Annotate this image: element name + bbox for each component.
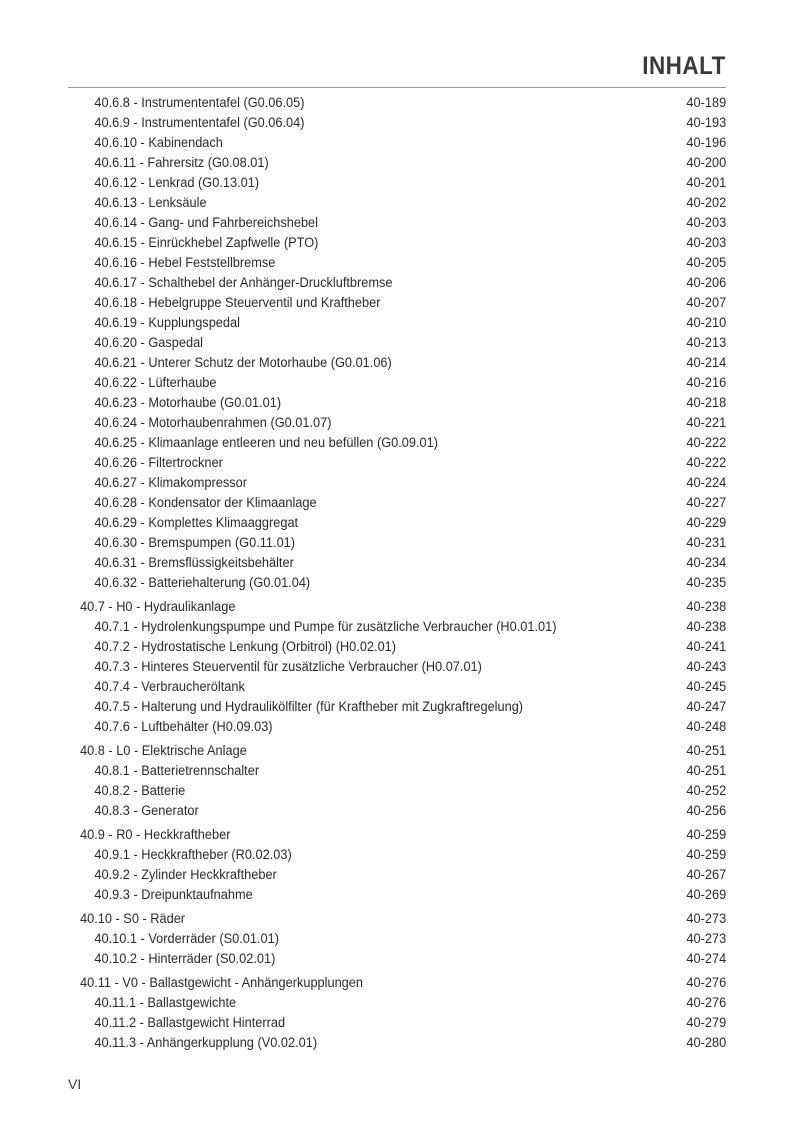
toc-entry-page: 40-276 [686, 995, 726, 1011]
toc-entry-title: 40.6.18 - Hebelgruppe Steuerventil und Kraftheber [94, 295, 381, 311]
toc-section-entry [80, 597, 726, 617]
toc-entry-title: 40.11.1 - Ballastgewichte [94, 995, 237, 1011]
toc-entry-page: 40-207 [686, 295, 726, 311]
page-number: VI [68, 1076, 82, 1092]
toc-entry-page: 40-224 [686, 475, 726, 491]
toc-entry-page: 40-231 [686, 535, 726, 551]
toc-entry-page: 40-203 [686, 215, 726, 231]
toc-entry-page: 40-196 [686, 135, 726, 151]
toc-entry-page: 40-280 [686, 1035, 726, 1051]
toc-subsection-entry [80, 929, 726, 949]
toc-entry-page: 40-216 [686, 375, 726, 391]
toc-entry-page: 40-256 [686, 803, 726, 819]
toc-entry-title: 40.8.1 - Batterietrennschalter [94, 763, 260, 779]
toc-subsection-entry [80, 993, 726, 1013]
toc-entry-page: 40-193 [686, 115, 726, 131]
toc-subsection-entry [80, 253, 726, 273]
toc-entry-title: 40.6.29 - Komplettes Klimaaggregat [94, 515, 299, 531]
toc-subsection-entry [80, 1013, 726, 1033]
toc-subsection-entry [80, 1033, 726, 1053]
toc-entry-title: 40.6.25 - Klimaanlage entleeren und neu befüllen (G0.09.01) [94, 435, 438, 451]
toc-subsection-entry [80, 533, 726, 553]
toc-subsection-entry [80, 473, 726, 493]
toc-entry-page: 40-259 [686, 827, 726, 843]
page-header [0, 0, 794, 90]
toc-entry-title: 40.6.20 - Gaspedal [94, 335, 204, 351]
toc-entry-title: 40.7.1 - Hydrolenkungspumpe und Pumpe für zusätzliche Verbraucher (H0.01.01) [94, 619, 557, 635]
toc-entry-title: 40.10.2 - Hinterräder (S0.02.01) [94, 951, 276, 967]
toc-subsection-entry [80, 173, 726, 193]
toc-section-entry [80, 825, 726, 845]
toc-entry-page: 40-213 [686, 335, 726, 351]
toc-entry-title: 40.6.26 - Filtertrockner [94, 455, 223, 471]
toc-entry-page: 40-210 [686, 315, 726, 331]
toc-entry-title: 40.6.9 - Instrumententafel (G0.06.04) [94, 115, 305, 131]
toc-subsection-entry [80, 153, 726, 173]
toc-entry-title: 40.6.16 - Hebel Feststellbremse [94, 255, 276, 271]
toc-entry-title: 40.7.4 - Verbraucheröltank [94, 679, 245, 695]
toc-entry-title: 40.6.24 - Motorhaubenrahmen (G0.01.07) [94, 415, 332, 431]
toc-entry-title: 40.6.15 - Einrückhebel Zapfwelle (PTO) [94, 235, 319, 251]
toc-entry-title: 40.11 - V0 - Ballastgewicht - Anhängerkupplungen [80, 975, 363, 991]
toc-entry-page: 40-274 [686, 951, 726, 967]
toc-entry-title: 40.10.1 - Vorderräder (S0.01.01) [94, 931, 279, 947]
toc-entry-title: 40.6.32 - Batteriehalterung (G0.01.04) [94, 575, 311, 591]
toc-subsection-entry [80, 133, 726, 153]
toc-subsection-entry [80, 781, 726, 801]
toc-entry-title: 40.7.6 - Luftbehälter (H0.09.03) [94, 719, 273, 735]
toc-subsection-entry [80, 333, 726, 353]
toc-entry-page: 40-269 [686, 887, 726, 903]
toc-entry-page: 40-227 [686, 495, 726, 511]
toc-subsection-entry [80, 373, 726, 393]
toc-entry-page: 40-201 [686, 175, 726, 191]
toc-entry-title: 40.6.22 - Lüfterhaube [94, 375, 217, 391]
toc-entry-title: 40.6.31 - Bremsflüssigkeitsbehälter [94, 555, 294, 571]
toc-entry-title: 40.6.28 - Kondensator der Klimaanlage [94, 495, 317, 511]
page-title: INHALT [642, 52, 726, 80]
toc-entry-title: 40.7.5 - Halterung und Hydraulikölfilter (für Kraftheber mit Zugkraftregelung) [94, 699, 524, 715]
toc-entry-page: 40-221 [686, 415, 726, 431]
toc-section-entry [80, 973, 726, 993]
toc-section-entry [80, 741, 726, 761]
toc-entry-title: 40.6.23 - Motorhaube (G0.01.01) [94, 395, 282, 411]
toc-subsection-entry [80, 193, 726, 213]
toc-entry-page: 40-245 [686, 679, 726, 695]
toc-subsection-entry [80, 573, 726, 593]
toc-entry-page: 40-206 [686, 275, 726, 291]
toc-entry-page: 40-241 [686, 639, 726, 655]
toc-entry-page: 40-235 [686, 575, 726, 591]
toc-entry-page: 40-234 [686, 555, 726, 571]
toc-entry-title: 40.6.30 - Bremspumpen (G0.11.01) [94, 535, 296, 551]
toc-subsection-entry [80, 717, 726, 737]
toc-entry-page: 40-202 [686, 195, 726, 211]
toc-entry-page: 40-273 [686, 931, 726, 947]
toc-entry-title: 40.8 - L0 - Elektrische Anlage [80, 743, 247, 759]
toc-entry-title: 40.9.1 - Heckkraftheber (R0.02.03) [94, 847, 292, 863]
toc-subsection-entry [80, 393, 726, 413]
toc-subsection-entry [80, 93, 726, 113]
toc-entry-title: 40.8.2 - Batterie [94, 783, 186, 799]
toc-subsection-entry [80, 617, 726, 637]
toc-entry-title: 40.10 - S0 - Räder [80, 911, 186, 927]
toc-entry-title: 40.9.2 - Zylinder Heckkraftheber [94, 867, 277, 883]
toc-entry-page: 40-205 [686, 255, 726, 271]
toc-entry-page: 40-222 [686, 435, 726, 451]
toc-entry-page: 40-251 [686, 763, 726, 779]
toc-subsection-entry [80, 761, 726, 781]
toc-subsection-entry [80, 493, 726, 513]
toc-entry-title: 40.7 - H0 - Hydraulikanlage [80, 599, 236, 615]
toc-entry-title: 40.7.3 - Hinteres Steuerventil für zusätzliche Verbraucher (H0.07.01) [94, 659, 482, 675]
toc-entry-title: 40.6.11 - Fahrersitz (G0.08.01) [94, 155, 269, 171]
toc-entry-title: 40.6.21 - Unterer Schutz der Motorhaube (G0.01.06) [94, 355, 392, 371]
toc-entry-title: 40.6.27 - Klimakompressor [94, 475, 247, 491]
toc-entry-page: 40-214 [686, 355, 726, 371]
toc-subsection-entry [80, 513, 726, 533]
toc-entry-title: 40.8.3 - Generator [94, 803, 199, 819]
toc-entry-title: 40.6.19 - Kupplungspedal [94, 315, 240, 331]
toc-subsection-entry [80, 637, 726, 657]
toc-subsection-entry [80, 697, 726, 717]
toc-entry-page: 40-229 [686, 515, 726, 531]
toc-subsection-entry [80, 657, 726, 677]
toc-subsection-entry [80, 233, 726, 253]
toc-entry-title: 40.6.10 - Kabinendach [94, 135, 223, 151]
toc-entry-page: 40-259 [686, 847, 726, 863]
toc-subsection-entry [80, 213, 726, 233]
toc-subsection-entry [80, 273, 726, 293]
toc-entry-page: 40-203 [686, 235, 726, 251]
toc-entry-title: 40.6.14 - Gang- und Fahrbereichshebel [94, 215, 319, 231]
toc-entry-page: 40-248 [686, 719, 726, 735]
header-divider [68, 87, 726, 88]
toc-subsection-entry [80, 313, 726, 333]
toc-entry-page: 40-267 [686, 867, 726, 883]
toc-subsection-entry [80, 677, 726, 697]
toc-subsection-entry [80, 353, 726, 373]
toc-entry-page: 40-247 [686, 699, 726, 715]
toc-subsection-entry [80, 553, 726, 573]
toc-subsection-entry [80, 453, 726, 473]
toc-entry-page: 40-276 [686, 975, 726, 991]
toc-section-entry [80, 909, 726, 929]
toc-entry-title: 40.6.8 - Instrumententafel (G0.06.05) [94, 95, 305, 111]
toc-entry-title: 40.9.3 - Dreipunktaufnahme [94, 887, 253, 903]
toc-entry-title: 40.7.2 - Hydrostatische Lenkung (Orbitrol) (H0.02.01) [94, 639, 397, 655]
toc-subsection-entry [80, 885, 726, 905]
toc-entry-page: 40-238 [686, 599, 726, 615]
toc-entry-page: 40-243 [686, 659, 726, 675]
toc-entry-title: 40.11.2 - Ballastgewicht Hinterrad [94, 1015, 286, 1031]
toc-entry-page: 40-218 [686, 395, 726, 411]
toc-entry-page: 40-251 [686, 743, 726, 759]
toc-entry-page: 40-238 [686, 619, 726, 635]
toc-subsection-entry [80, 293, 726, 313]
toc-entry-title: 40.6.17 - Schalthebel der Anhänger-Druckluftbremse [94, 275, 393, 291]
toc-subsection-entry [80, 845, 726, 865]
toc-entry-page: 40-200 [686, 155, 726, 171]
toc-subsection-entry [80, 801, 726, 821]
toc-entry-title: 40.6.12 - Lenkrad (G0.13.01) [94, 175, 260, 191]
toc-entry-page: 40-279 [686, 1015, 726, 1031]
toc-subsection-entry [80, 433, 726, 453]
toc-subsection-entry [80, 113, 726, 133]
table-of-contents [80, 93, 726, 1053]
toc-entry-title: 40.6.13 - Lenksäule [94, 195, 207, 211]
toc-entry-page: 40-273 [686, 911, 726, 927]
toc-subsection-entry [80, 413, 726, 433]
toc-entry-page: 40-189 [686, 95, 726, 111]
toc-entry-title: 40.11.3 - Anhängerkupplung (V0.02.01) [94, 1035, 318, 1051]
toc-entry-page: 40-222 [686, 455, 726, 471]
toc-entry-title: 40.9 - R0 - Heckkraftheber [80, 827, 231, 843]
toc-subsection-entry [80, 865, 726, 885]
toc-subsection-entry [80, 949, 726, 969]
toc-entry-page: 40-252 [686, 783, 726, 799]
